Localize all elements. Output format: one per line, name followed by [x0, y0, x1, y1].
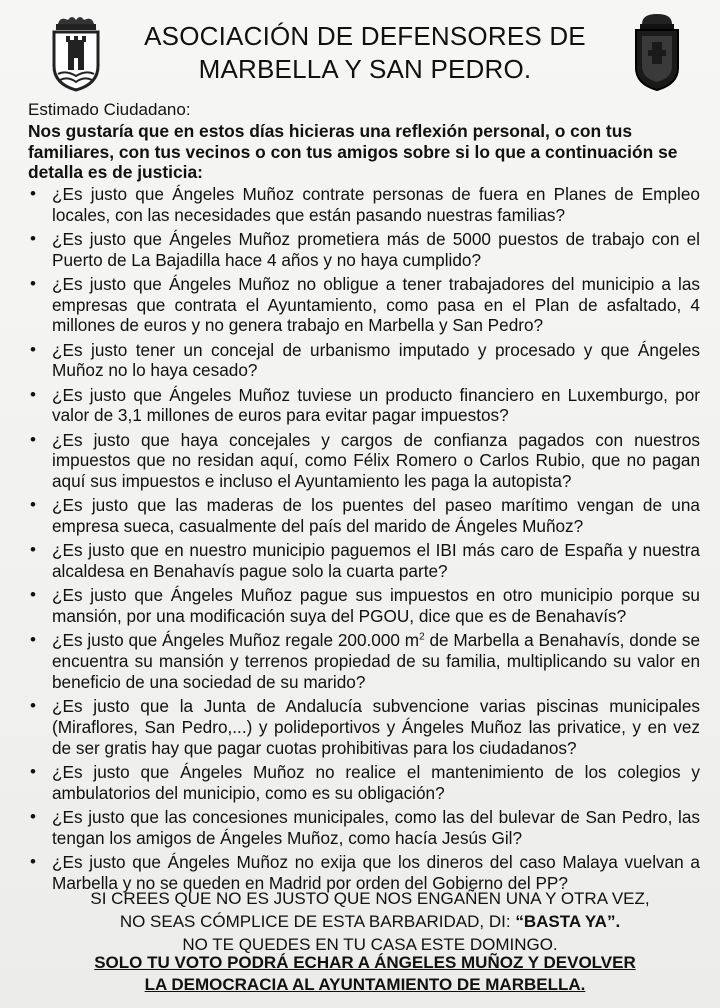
list-item: • ¿Es justo que Ángeles Muñoz no obligue a tener trabajadores del municipio a las empresas que contrata el Ayuntamiento, como pasa en el Plan de asfaltado, 4 millones de euros y no genera trabajo en Marbella y San Pedro? [28, 274, 700, 336]
marbella-coat-of-arms-icon [48, 14, 104, 92]
list-item: • ¿Es justo que Ángeles Muñoz pague sus impuestos en otro municipio porque su mansión, por una modificación suya del PGOU, dice que es de Benahavís? [28, 585, 700, 626]
list-item: • ¿Es justo que Ángeles Muñoz contrate personas de fuera en Planes de Empleo locales, con las necesidades que están pasando nuestras familias? [28, 184, 700, 225]
basta-ya: “BASTA YA”. [515, 912, 621, 931]
title-line-1: ASOCIACIÓN DE DEFENSORES DE [144, 21, 586, 51]
question-list [28, 184, 700, 897]
list-item: • ¿Es justo tener un concejal de urbanismo imputado y procesado y que Ángeles Muñoz no lo haya cesado? [28, 340, 700, 381]
final-line-1: SOLO TU VOTO PODRÁ ECHAR A ÁNGELES MUÑOZ Y DEVOLVER [94, 953, 636, 972]
superscript-2: 2 [419, 631, 425, 643]
list-item: • ¿Es justo que Ángeles Muñoz prometiera más de 5000 puestos de trabajo con el Puerto de La Bajadilla hace 4 años y no haya cumplido? [28, 229, 700, 270]
list-item: • ¿Es justo que Ángeles Muñoz no realice el mantenimiento de los colegios y ambulatorios del municipio, como es su obligación? [28, 762, 700, 803]
list-item: • ¿Es justo que haya concejales y cargos de confianza pagados con nuestros impuestos que no residan aquí, como Félix Romero o Carlos Rubio, que no pagan aquí sus impuestos e incluso el Ayuntamiento les paga la autopista? [28, 430, 700, 492]
page-title [110, 20, 620, 86]
title-line-2: MARBELLA Y SAN PEDRO. [198, 54, 532, 84]
list-item: • ¿Es justo que las maderas de los puentes del paseo marítimo vengan de una empresa sueca, casualmente del país del marido de Ángeles Muñoz? [28, 495, 700, 536]
san-pedro-coat-of-arms-icon [628, 12, 686, 92]
list-item-with-superscript: • ¿Es justo que Ángeles Muñoz regale 200.000 $m^2$ de Marbella a Benahavís, donde se encuentra su mansión y terrenos propiedad de su familia, multiplicando su valor en beneficio de una sociedad de su marido? [28, 630, 700, 692]
list-item: • ¿Es justo que Ángeles Muñoz tuviese un producto financiero en Luxemburgo, por valor de 3,1 millones de euros para evitar pagar impuestos? [28, 385, 700, 426]
closing-line-2 [40, 910, 700, 933]
list-item: • ¿Es justo que la Junta de Andalucía subvencione varias piscinas municipales (Miraflores, San Pedro,...) y polideportivos y Ángeles Muñoz las privatice, y en vez de ser gratis hay que pagar cuotas prohibitivas para los ciudadanos? [28, 696, 700, 758]
intro-paragraph: Nos gustaría que en estos días hicieras una reflexión personal, o con tus familiares, con tus vecinos o con tus amigos sobre si lo que a continuación se detalla es de justicia: [28, 121, 678, 182]
list-item: • ¿Es justo que las concesiones municipales, como las del bulevar de San Pedro, las tengan los amigos de Ángeles Muñoz, como hacía Jesús Gil? [28, 807, 700, 848]
final-line-2: LA DEMOCRACIA AL AYUNTAMIENTO DE MARBELLA. [144, 975, 586, 994]
final-call-to-action [40, 952, 690, 996]
closing-message [40, 887, 700, 956]
greeting: Estimado Ciudadano: [28, 100, 191, 119]
closing-line-2-prefix: NO SEAS CÓMPLICE DE ESTA BARBARIDAD, DI: [119, 912, 516, 931]
closing-line-3: NO TE QUEDES EN TU CASA ESTE DOMINGO. [182, 935, 558, 954]
list-item: • ¿Es justo que en nuestro municipio paguemos el IBI más caro de España y nuestra alcaldesa en Benahavís pague solo la cuarta parte? [28, 540, 700, 581]
closing-line-1: SI CREES QUE NO ES JUSTO QUE NOS ENGAÑEN UNA Y OTRA VEZ, [90, 889, 650, 908]
list-item: • ¿Es justo que Ángeles Muñoz no exija que los dineros del caso Malaya vuelvan a Marbella y no se queden en Madrid por orden del Gobierno del PP? [28, 852, 700, 893]
